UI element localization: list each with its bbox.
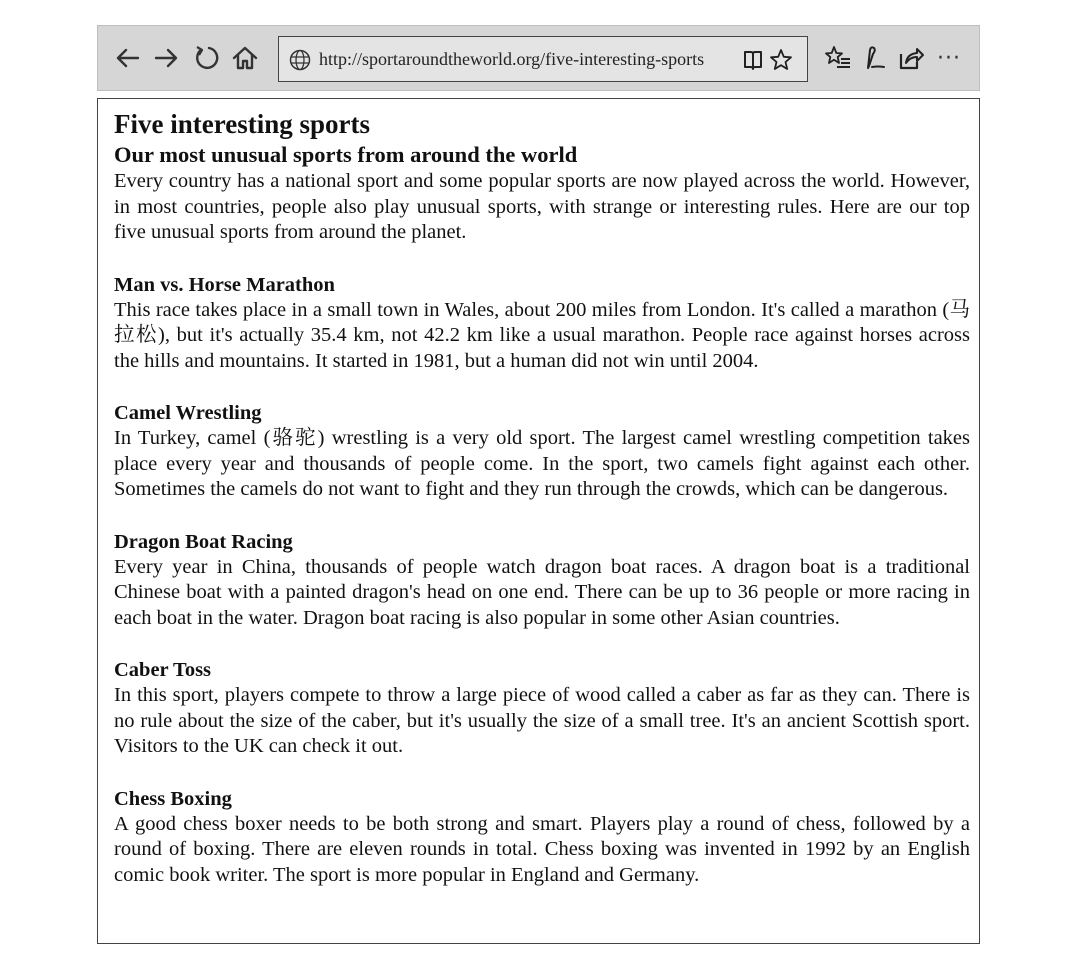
section-heading: Camel Wrestling	[114, 402, 262, 424]
pen-icon[interactable]	[858, 42, 890, 74]
url-text[interactable]: http://sportaroundtheworld.org/five-interesting-sports	[319, 49, 705, 69]
favorites-list-icon[interactable]	[822, 42, 854, 74]
page-subtitle: Our most unusual sports from around the world	[114, 142, 578, 167]
refresh-icon[interactable]	[191, 42, 223, 74]
section-man-vs-horse-marathon	[114, 272, 970, 375]
more-icon[interactable]: ···	[937, 45, 961, 71]
section-heading: Dragon Boat Racing	[114, 530, 293, 553]
section-body: In Turkey, camel (骆驼) wrestling is a very old sport. The largest camel wrestling competition takes place every year and thousands of people come. In the sport, two camels fight against each other. Sometimes the camels do not want to fight and they run through the crowds, which can be dangerous.	[114, 427, 970, 500]
intro-paragraph: Every country has a national sport and some popular sports are now played across the world. However, in most countries, people also play unusual sports, with strange or interesting rules. Here are our top five unusual sports from around the planet.	[114, 170, 970, 243]
section-dragon-boat-racing	[114, 529, 970, 632]
back-arrow-icon[interactable]	[112, 42, 144, 74]
forward-arrow-icon[interactable]	[150, 42, 182, 74]
home-icon[interactable]	[229, 42, 261, 74]
section-heading: Caber Toss	[114, 659, 212, 681]
section-body: A good chess boxer needs to be both strong and smart. Players play a round of chess, followed by a round of boxing. There are eleven rounds in total. Chess boxing was invented in 1992 by an English comic book writer. The sport is more popular in England and Germany.	[114, 812, 970, 886]
section-body: Every year in China, thousands of people watch dragon boat races. A dragon boat is a traditional Chinese boat with a painted dragon's head on one end. There can be up to 36 people or more racing in each boat in the water. Dragon boat racing is also popular in some other Asian countries.	[114, 555, 970, 629]
page-content	[97, 98, 980, 944]
section-caber-toss	[114, 657, 970, 760]
globe-icon	[289, 49, 311, 71]
section-chess-boxing	[114, 786, 970, 889]
address-bar[interactable]	[278, 36, 808, 82]
section-heading: Chess Boxing	[114, 787, 232, 810]
share-icon[interactable]	[895, 42, 927, 74]
section-heading: Man vs. Horse Marathon	[114, 273, 335, 296]
favorite-star-icon[interactable]	[769, 48, 793, 72]
page-title: Five interesting sports	[114, 109, 370, 139]
section-camel-wrestling	[114, 400, 970, 503]
browser-toolbar	[97, 25, 980, 91]
section-body: In this sport, players compete to throw a large piece of wood called a caber as far as they can. There is no rule about the size of the caber, but it's usually the size of a small tree. It's an ancient Scottish sport. Visitors to the UK can check it out.	[114, 684, 970, 757]
section-body: This race takes place in a small town in Wales, about 200 miles from London. It's called a marathon (马拉松), but it's actually 35.4 km, not 42.2 km like a usual marathon. People race against horses across the hills and mountains. It started in 1981, but a human did not win until 2004.	[114, 298, 970, 372]
reading-view-icon[interactable]	[741, 48, 765, 72]
